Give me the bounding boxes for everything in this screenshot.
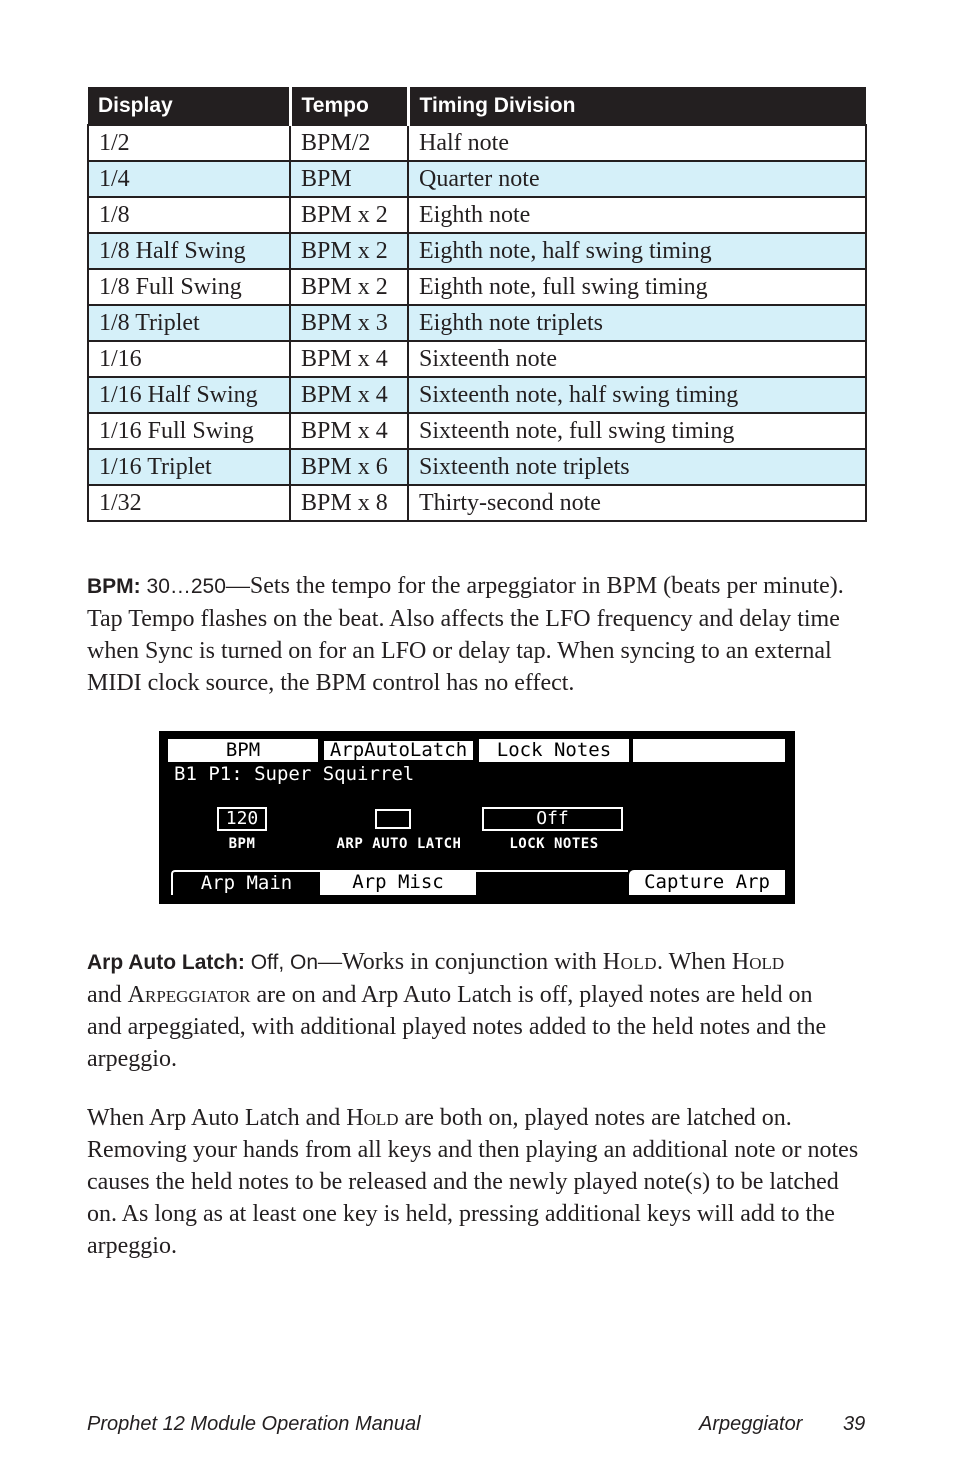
cell-display: 1/32: [88, 485, 290, 521]
cell-tempo: BPM: [290, 161, 408, 197]
latch-label: Arp Auto Latch:: [87, 951, 245, 974]
lcd-button-empty: [476, 870, 628, 872]
lcd-tab-bar: [168, 739, 785, 762]
lcd-bpm-caption: BPM: [228, 836, 256, 852]
table-row: [88, 197, 866, 233]
lcd-button-capture-arp: Capture Arp: [629, 870, 785, 895]
cell-tempo: BPM x 2: [290, 197, 408, 233]
text-run: are both on, played notes are latched on. Removing your hands from all keys and then playing an additional note or notes causes the held notes to be released and the newly played note(s) to be latched on. As long as at least one key is held, pressing additional keys will add to the arpeggio.: [87, 1105, 859, 1259]
cell-display: 1/16 Triplet: [88, 449, 290, 485]
cell-display: 1/2: [88, 125, 290, 161]
cell-display: 1/8 Triplet: [88, 305, 290, 341]
cell-display: 1/16: [88, 341, 290, 377]
lcd-tab-bpm: BPM: [168, 739, 318, 762]
text-run: When Arp Auto Latch and: [87, 1105, 347, 1131]
text-run: —Works in conjunction with: [318, 949, 603, 975]
cell-division: Half note: [408, 125, 866, 161]
hold-term: Hold: [346, 1105, 399, 1131]
cell-tempo: BPM x 4: [290, 341, 408, 377]
table-row: [88, 161, 866, 197]
cell-division: Sixteenth note, full swing timing: [408, 413, 866, 449]
header-tempo: Tempo: [290, 87, 408, 125]
cell-division: Sixteenth note triplets: [408, 449, 866, 485]
cell-tempo: BPM x 3: [290, 305, 408, 341]
cell-display: 1/16 Full Swing: [88, 413, 290, 449]
hold-term: Hold: [731, 949, 785, 975]
table-row: [88, 377, 866, 413]
cell-division: Sixteenth note: [408, 341, 866, 377]
latch-paragraph-2: [87, 1102, 862, 1262]
cell-display: 1/8 Half Swing: [88, 233, 290, 269]
cell-display: 1/8: [88, 197, 290, 233]
bpm-description: —Sets the tempo for the arpeggiator in BPM (beats per minute). Tap Tempo flashes on the beat. Also affects the LFO frequency and delay time when Sync is turned on for an LFO or delay tap. When syncing to an external MIDI clock source, the BPM control has no effect.: [87, 573, 844, 696]
cell-tempo: BPM x 4: [290, 377, 408, 413]
header-display: Display: [88, 87, 290, 125]
lcd-button-arp-misc: Arp Misc: [320, 870, 476, 895]
cell-tempo: BPM x 2: [290, 269, 408, 305]
latch-values: Off, On: [250, 951, 319, 974]
bpm-range: 30…250: [146, 575, 226, 598]
lcd-bpm-value: 120: [217, 807, 267, 831]
lcd-tab-empty: [633, 739, 785, 762]
table-row: [88, 305, 866, 341]
footer-page-number: 39: [843, 1413, 866, 1435]
cell-division: Thirty-second note: [408, 485, 866, 521]
cell-tempo: BPM x 6: [290, 449, 408, 485]
table-row: [88, 449, 866, 485]
table-row: [88, 485, 866, 521]
footer-section: Arpeggiator: [699, 1413, 803, 1435]
hold-term: Hold: [602, 949, 658, 975]
cell-division: Quarter note: [408, 161, 866, 197]
cell-division: Sixteenth note, half swing timing: [408, 377, 866, 413]
lcd-lock-caption: LOCK NOTES: [509, 836, 599, 852]
cell-tempo: BPM x 2: [290, 233, 408, 269]
text-run: . When: [657, 949, 732, 975]
cell-display: 1/8 Full Swing: [88, 269, 290, 305]
lcd-button-arp-main: Arp Main: [171, 870, 320, 895]
cell-division: Eighth note: [408, 197, 866, 233]
lcd-latch-caption: ARP AUTO LATCH: [336, 836, 462, 852]
header-timing-division: Timing Division: [408, 87, 866, 125]
footer-manual-title: Prophet 12 Module Operation Manual: [87, 1413, 421, 1435]
lcd-tab-arp-auto-latch: ArpAutoLatch: [322, 739, 475, 762]
cell-tempo: BPM/2: [290, 125, 408, 161]
arpeggiator-term: Arpeggiator: [127, 982, 251, 1008]
table-row: [88, 413, 866, 449]
bpm-label: BPM:: [87, 575, 141, 598]
cell-tempo: BPM x 8: [290, 485, 408, 521]
lcd-latch-value: [375, 809, 411, 829]
text-run: are on and Arp Auto Latch is off, played notes are held on and arpeggiated, with additional played notes added to the held notes and the arpeggio.: [87, 982, 827, 1072]
lcd-screenshot: [159, 731, 795, 904]
table-row: [88, 233, 866, 269]
lcd-tab-lock-notes: Lock Notes: [479, 739, 629, 762]
table-row: [88, 269, 866, 305]
text-run: and: [87, 982, 128, 1008]
table-header-row: [88, 87, 866, 125]
table-row: [88, 341, 866, 377]
cell-division: Eighth note triplets: [408, 305, 866, 341]
lcd-lock-value: Off: [482, 807, 623, 831]
cell-division: Eighth note, full swing timing: [408, 269, 866, 305]
cell-tempo: BPM x 4: [290, 413, 408, 449]
table-row: [88, 125, 866, 161]
timing-table: [87, 87, 867, 522]
latch-paragraph: [87, 946, 847, 1075]
cell-display: 1/16 Half Swing: [88, 377, 290, 413]
cell-division: Eighth note, half swing timing: [408, 233, 866, 269]
bpm-paragraph: [87, 570, 877, 699]
lcd-patch-name: B1 P1: Super Squirrel: [174, 763, 415, 785]
cell-display: 1/4: [88, 161, 290, 197]
